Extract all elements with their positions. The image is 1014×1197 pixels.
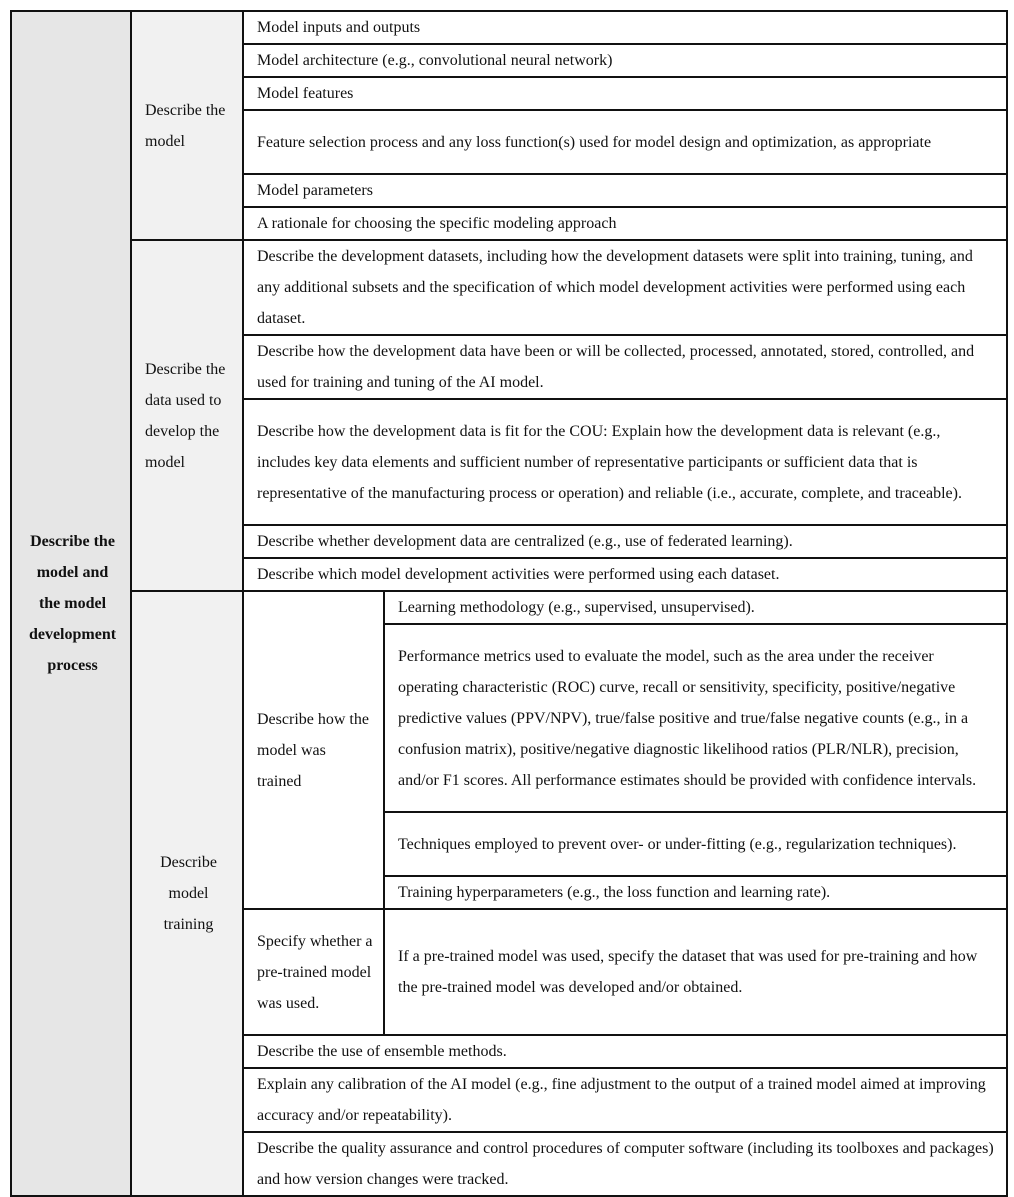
item-overfitting-techniques: Techniques employed to prevent over- or under-fitting (e.g., regularization techniques).	[384, 812, 1007, 876]
item-learning-methodology: Learning methodology (e.g., supervised, unsupervised).	[384, 591, 1007, 624]
table-row	[11, 591, 1007, 624]
item-model-architecture: Model architecture (e.g., convolutional neural network)	[243, 44, 1007, 77]
top-heading-cell	[11, 11, 131, 1196]
item-quality-assurance: Describe the quality assurance and control procedures of computer software (including its toolboxes and packages) and how version changes were tracked.	[243, 1132, 1007, 1196]
top-heading: Describe the model and the model development process	[28, 533, 117, 674]
item-model-parameters: Model parameters	[243, 174, 1007, 207]
item-model-features: Model features	[243, 77, 1007, 110]
item-pretrained-dataset: If a pre-trained model was used, specify the dataset that was used for pre-training and how the pre-trained model was developed and/or obtained.	[384, 909, 1007, 1035]
item-data-collection: Describe how the development data have been or will be collected, processed, annotated, stored, controlled, and used for training and tuning of the AI model.	[243, 335, 1007, 399]
item-development-datasets: Describe the development datasets, including how the development datasets were split into training, tuning, and any additional subsets and the specification of which model development activities were performed using each dataset.	[243, 240, 1007, 335]
item-model-inputs-outputs: Model inputs and outputs	[243, 11, 1007, 44]
table-row	[11, 240, 1007, 335]
table-row	[11, 11, 1007, 44]
item-hyperparameters: Training hyperparameters (e.g., the loss function and learning rate).	[384, 876, 1007, 909]
item-ensemble-methods: Describe the use of ensemble methods.	[243, 1035, 1007, 1068]
item-calibration: Explain any calibration of the AI model (e.g., fine adjustment to the output of a trained model aimed at improving accuracy and/or repeatability).	[243, 1068, 1007, 1132]
section-heading-model: Describe the model	[131, 11, 243, 240]
subsection-heading-how-trained: Describe how the model was trained	[243, 591, 384, 909]
item-data-fit-for-cou: Describe how the development data is fit for the COU: Explain how the development data is relevant (e.g., includes key data elements and sufficient number of representative participants or sufficient data that is representative of the manufacturing process or operation) and reliable (i.e., accurate, complete, and traceable).	[243, 399, 1007, 525]
item-feature-selection: Feature selection process and any loss function(s) used for model design and optimization, as appropriate	[243, 110, 1007, 174]
item-performance-metrics: Performance metrics used to evaluate the model, such as the area under the receiver operating characteristic (ROC) curve, recall or sensitivity, specificity, positive/negative predictive values (PPV/NPV), true/false positive and true/false negative counts (e.g., in a confusion matrix), positive/negative diagnostic likelihood ratios (PLR/NLR), precision, and/or F1 scores. All performance estimates should be provided with confidence intervals.	[384, 624, 1007, 812]
section-heading-data: Describe the data used to develop the model	[131, 240, 243, 591]
section-heading-training: Describe model training	[131, 591, 243, 1196]
subsection-heading-pretrained: Specify whether a pre-trained model was used.	[243, 909, 384, 1035]
requirements-table	[10, 10, 1008, 1197]
item-data-centralized: Describe whether development data are centralized (e.g., use of federated learning).	[243, 525, 1007, 558]
item-rationale: A rationale for choosing the specific modeling approach	[243, 207, 1007, 240]
item-dataset-activities: Describe which model development activities were performed using each dataset.	[243, 558, 1007, 591]
